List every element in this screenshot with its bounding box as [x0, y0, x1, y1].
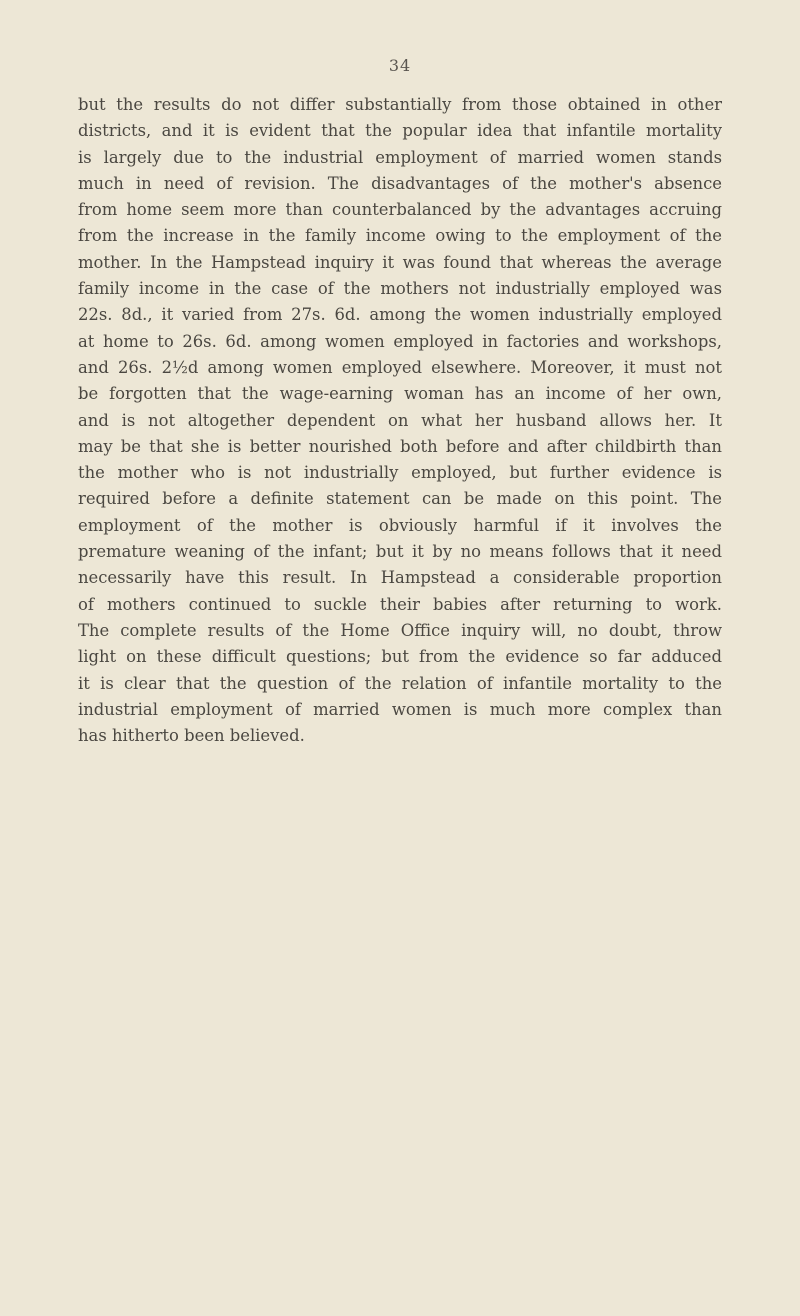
- text-line: from the increase in the family income owing to the employment of the: [78, 226, 722, 246]
- text-line: light on these difficult questions; but from the evidence so far adduced: [78, 647, 722, 667]
- body-paragraph: [78, 92, 722, 749]
- text-line: may be that she is better nourished both before and after childbirth than: [78, 436, 722, 456]
- text-line: employment of the mother is obviously harmful if it involves the: [78, 515, 722, 535]
- text-line: and is not altogether dependent on what her husband allows her. It: [78, 410, 722, 430]
- text-line: and 26s. 2½d among women employed elsewhere. Moreover, it must not: [78, 357, 722, 377]
- text-line: mother. In the Hampstead inquiry it was found that whereas the average: [78, 252, 722, 272]
- text-line: much in need of revision. The disadvantages of the mother's absence: [78, 173, 722, 193]
- text-line: at home to 26s. 6d. among women employed in factories and workshops,: [78, 331, 722, 351]
- page-number: 34: [388, 56, 412, 75]
- text-line: has hitherto been believed.: [78, 726, 305, 746]
- text-line: from home seem more than counterbalanced by the advantages accruing: [78, 200, 722, 220]
- text-line: 22s. 8d., it varied from 27s. 6d. among the women industrially employed: [78, 305, 722, 325]
- text-line: required before a definite statement can be made on this point. The: [78, 489, 722, 509]
- text-line: it is clear that the question of the relation of infantile mortality to the: [78, 673, 722, 693]
- text-line: industrial employment of married women is much more complex than: [78, 699, 722, 719]
- text-line: necessarily have this result. In Hampstead a considerable proportion: [78, 568, 722, 588]
- text-line: but the results do not differ substantially from those obtained in other: [78, 95, 722, 114]
- text-line: The complete results of the Home Office inquiry will, no doubt, throw: [78, 620, 722, 640]
- text-line: premature weaning of the infant; but it by no means follows that it need: [78, 542, 722, 562]
- text-line: the mother who is not industrially employed, but further evidence is: [78, 463, 722, 483]
- text-line: family income in the case of the mothers not industrially employed was: [78, 279, 722, 299]
- text-line: of mothers continued to suckle their babies after returning to work.: [78, 594, 722, 614]
- text-line: districts, and it is evident that the popular idea that infantile mortality: [78, 121, 722, 141]
- text-line: is largely due to the industrial employment of married women stands: [78, 147, 722, 167]
- text-line: be forgotten that the wage-earning woman has an income of her own,: [78, 384, 722, 404]
